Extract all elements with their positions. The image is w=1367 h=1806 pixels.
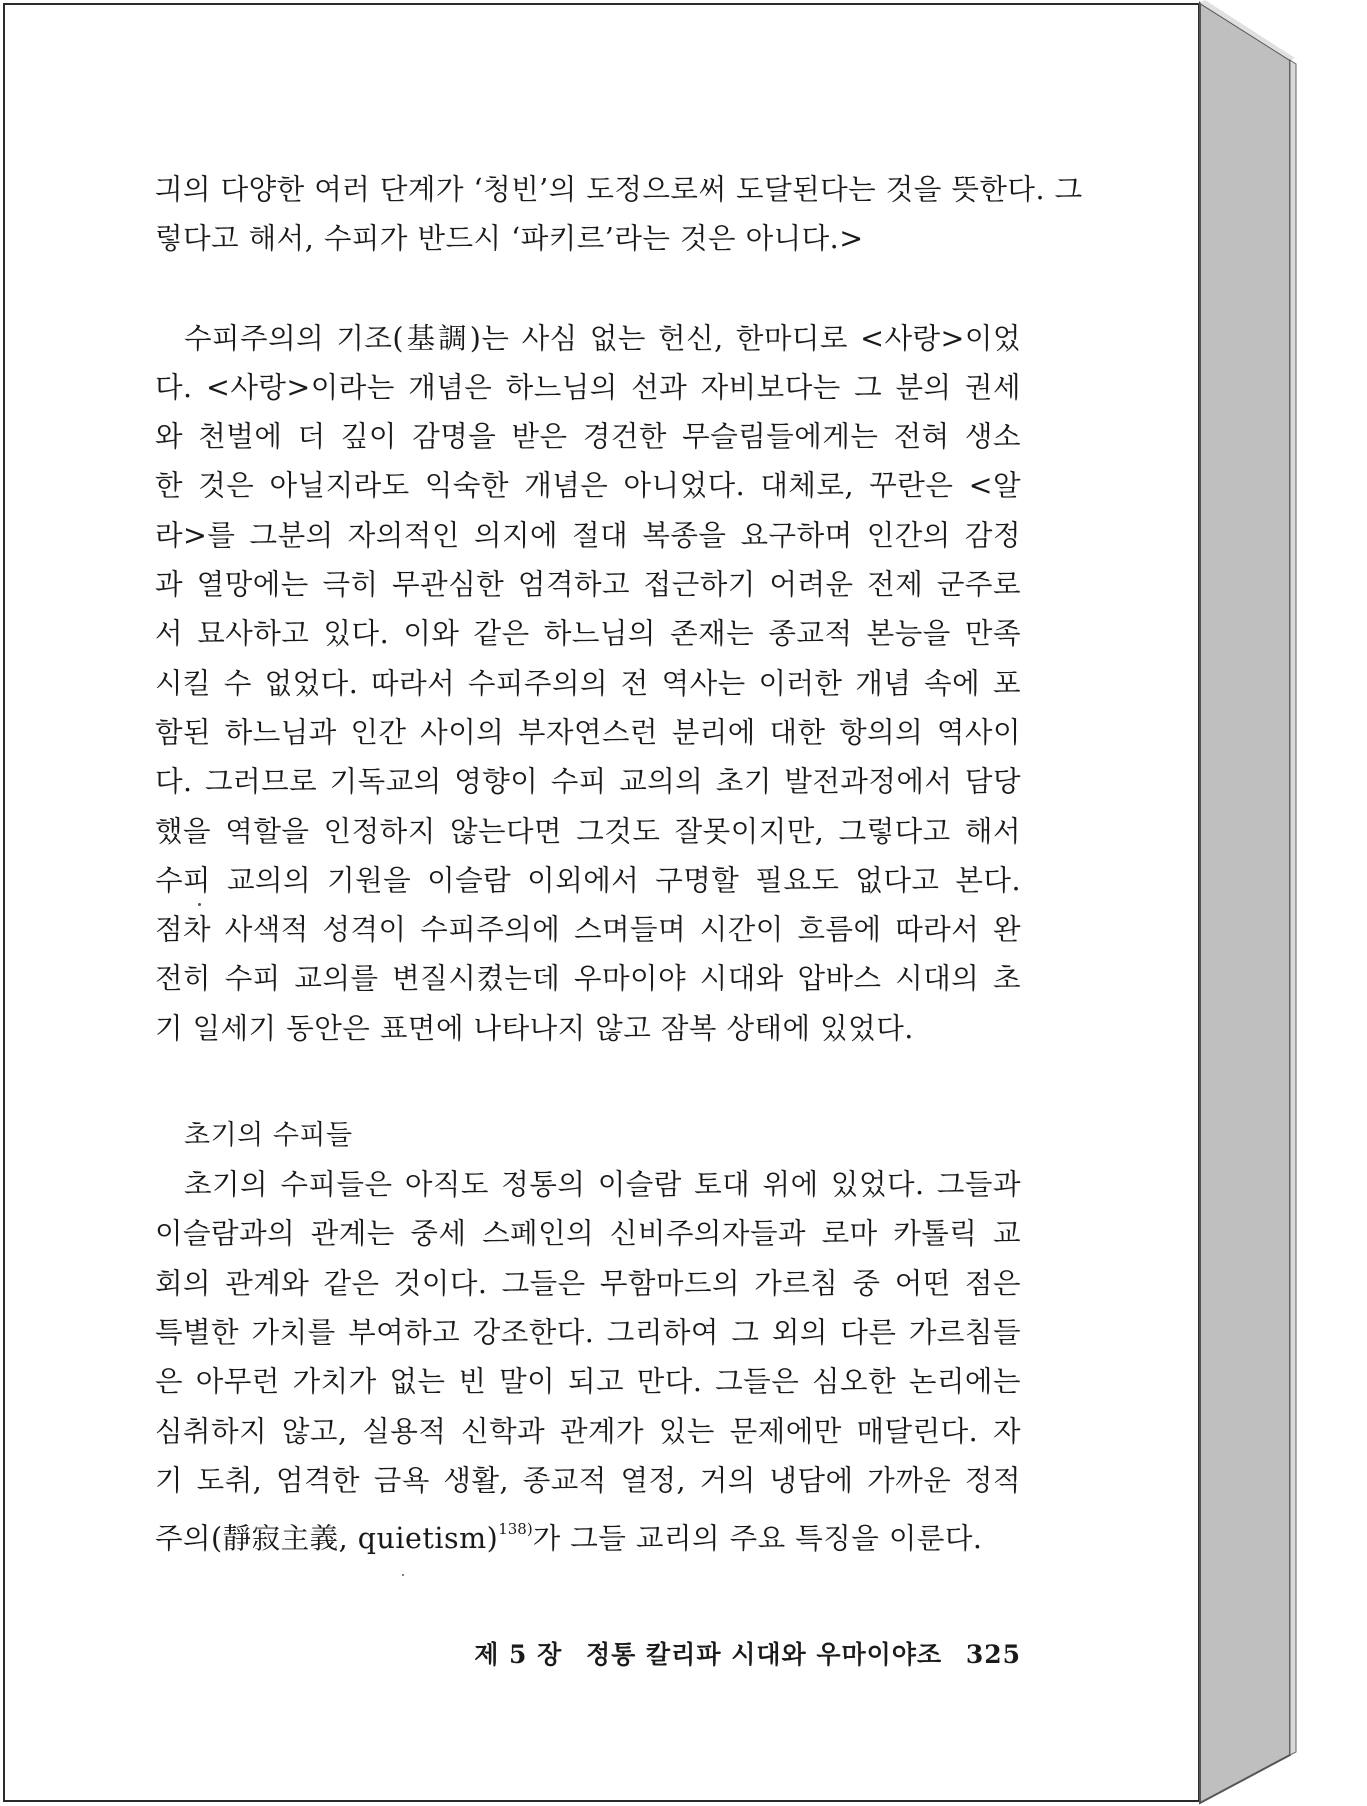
text-line: 서 묘사하고 있다. 이와 같은 하느님의 존재는 종교적 본능을 만족 (155, 617, 1021, 651)
text-line: 과 열망에는 극히 무관심한 엄격하고 접근하기 어려운 전제 군주로 (155, 568, 1021, 602)
text-line: 수피주의의 기조(基調)는 사심 없는 헌신, 한마디로 <사랑>이었 (184, 321, 1021, 355)
section-heading: 초기의 수피들 (184, 1120, 353, 1152)
continuation-paragraph (155, 165, 1083, 264)
text-line: 와 천벌에 더 깊이 감명을 받은 경건한 무슬림들에게는 전혀 생소 (155, 420, 1021, 454)
text-line: 회의 관계와 같은 것이다. 그들은 무함마드의 가르침 중 어떤 점은 (155, 1266, 1021, 1300)
footer-chapter: 제 5 장 (474, 1640, 563, 1669)
text-segment: 가 그들 교리의 주요 특징을 이룬다. (532, 1522, 983, 1556)
text-segment: 주의(靜寂主義, quietism) (155, 1522, 499, 1556)
text-line: 점차 사색적 성격이 수피주의에 스며들며 시간이 흐름에 따라서 완 (155, 913, 1021, 947)
text-line: 렇다고 해서, 수피가 반드시 ‘파키르’라는 것은 아니다.> (155, 222, 864, 256)
text-line: 한 것은 아닐지라도 익숙한 개념은 아니었다. 대체로, 꾸란은 <알 (155, 469, 1021, 503)
text-line: 라>를 그분의 자의적인 의지에 절대 복종을 요구하며 인간의 감정 (155, 518, 1021, 552)
text-line: 이슬람과의 관계는 중세 스페인의 신비주의자들과 로마 카톨릭 교 (155, 1217, 1021, 1251)
text-line: 수피 교의의 기원을 이슬람 이외에서 구명할 필요도 없다고 본다. (155, 863, 1021, 897)
paragraph-early-sufis (155, 1160, 1021, 1554)
text-line: 긔의 다양한 여러 단계가 ‘청빈’의 도정으로써 도달된다는 것을 뜻한다. 그 (155, 173, 1083, 206)
text-line: 기 도취, 엄격한 금욕 생활, 종교적 열정, 거의 냉담에 가까운 정적 (155, 1463, 1021, 1497)
footnote-reference: 138) (498, 1520, 533, 1539)
scan-speck (402, 1574, 404, 1576)
text-line-with-footnote (155, 1505, 1021, 1554)
page-number: 325 (965, 1640, 1021, 1669)
text-line: 심취하지 않고, 실용적 신학과 관계가 있는 문제에만 매달린다. 자 (155, 1414, 1021, 1448)
text-line: 했을 역할을 인정하지 않는다면 그것도 잘못이지만, 그렇다고 해서 (155, 814, 1021, 848)
paragraph-sufism-basis (155, 314, 1021, 1053)
text-line: 다. 그러므로 기독교의 영향이 수피 교의의 초기 발전과정에서 담당 (155, 765, 1021, 799)
text-line: 시킬 수 없었다. 따라서 수피주의의 전 역사는 이러한 개념 속에 포 (155, 666, 1021, 700)
text-line: 초기의 수피들은 아직도 정통의 이슬람 토대 위에 있었다. 그들과 (184, 1168, 1021, 1202)
text-line: 함된 하느님과 인간 사이의 부자연스런 분리에 대한 항의의 역사이 (155, 715, 1021, 749)
page-content (155, 165, 1083, 1556)
text-line: 다. <사랑>이라는 개념은 하느님의 선과 자비보다는 그 분의 권세 (155, 370, 1021, 404)
footer-chapter-title: 정통 칼리파 시대와 우마이야조 (586, 1640, 943, 1669)
text-line: 전히 수피 교의를 변질시켰는데 우마이야 시대와 압바스 시대의 초 (155, 962, 1021, 996)
scan-speck (198, 903, 201, 906)
text-line: 기 일세기 동안은 표면에 나타나지 않고 잠복 상태에 있었다. (155, 1011, 914, 1045)
text-line: 은 아무런 가치가 없는 빈 말이 되고 만다. 그들은 심오한 논리에는 (155, 1365, 1021, 1399)
text-line: 특별한 가치를 부여하고 강조한다. 그리하여 그 외의 다른 가르침들 (155, 1315, 1021, 1349)
running-footer (155, 1638, 1021, 1672)
